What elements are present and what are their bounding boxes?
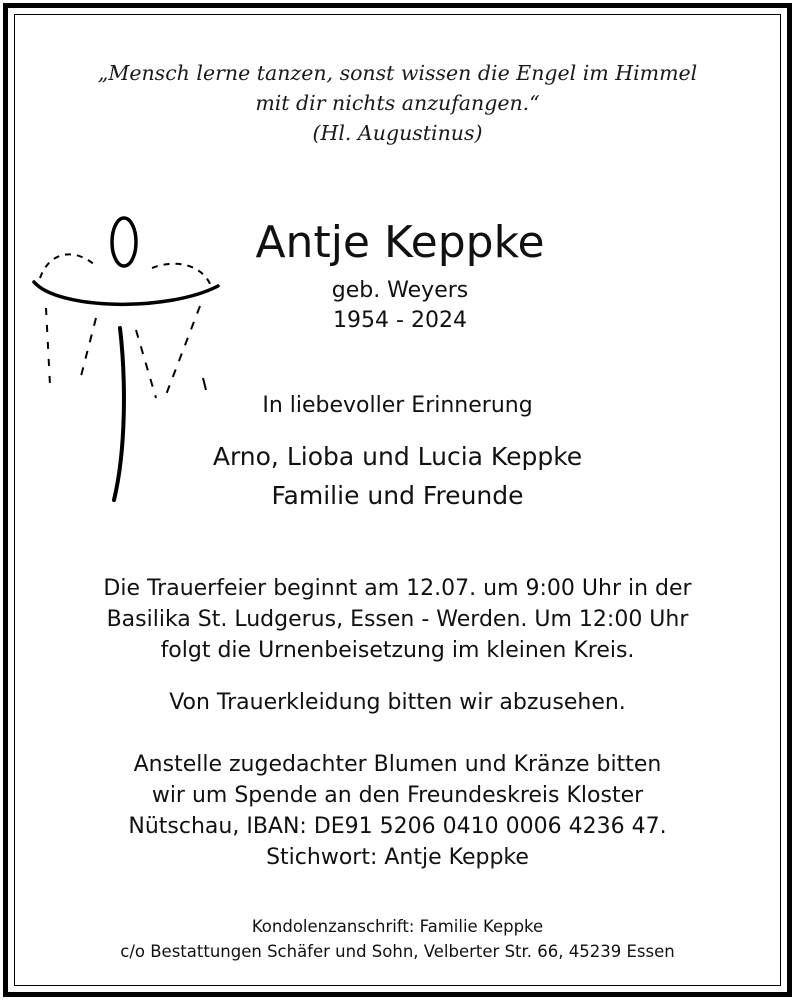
- service-info: [0, 573, 795, 666]
- donation-line: Nütschau, IBAN: DE91 5206 0410 0006 4236 47.: [128, 814, 667, 839]
- donation-line: wir um Spende an den Freundeskreis Kloster: [151, 783, 644, 808]
- quote-line-2: mit dir nichts anzufangen.“: [255, 91, 540, 115]
- footer-line: Kondolenzanschrift: Familie Keppke: [251, 917, 544, 936]
- footer-line: c/o Bestattungen Schäfer und Sohn, Velberter Str. 66, 45239 Essen: [120, 942, 675, 961]
- quote-block: [0, 58, 795, 148]
- memory-heading: In liebevoller Erinnerung: [262, 393, 533, 418]
- mourners-line: Arno, Lioba und Lucia Keppke: [212, 442, 583, 471]
- donation-line: Anstelle zugedachter Blumen und Kränze bitten: [133, 752, 662, 777]
- deceased-block: [200, 212, 600, 336]
- quote-line-1: „Mensch lerne tanzen, sonst wissen die Engel im Himmel: [97, 61, 698, 85]
- service-line: Die Trauerfeier beginnt am 12.07. um 9:00 Uhr in der: [103, 576, 692, 601]
- mourners-block: [0, 437, 795, 515]
- quote-attribution: (Hl. Augustinus): [312, 121, 483, 145]
- donation-info: [0, 749, 795, 873]
- service-line: folgt die Urnenbeisetzung im kleinen Kreis.: [160, 638, 635, 663]
- life-dates: 1954 - 2024: [333, 308, 467, 333]
- condolence-address: [0, 914, 795, 964]
- donation-line: Stichwort: Antje Keppke: [266, 845, 529, 870]
- maiden-name: geb. Weyers: [331, 278, 469, 303]
- deceased-name: Antje Keppke: [255, 217, 545, 268]
- attire-note: Von Trauerkleidung bitten wir abzusehen.: [169, 690, 626, 715]
- service-line: Basilika St. Ludgerus, Essen - Werden. Um 12:00 Uhr: [106, 607, 689, 632]
- mourners-line: Familie und Freunde: [271, 481, 524, 510]
